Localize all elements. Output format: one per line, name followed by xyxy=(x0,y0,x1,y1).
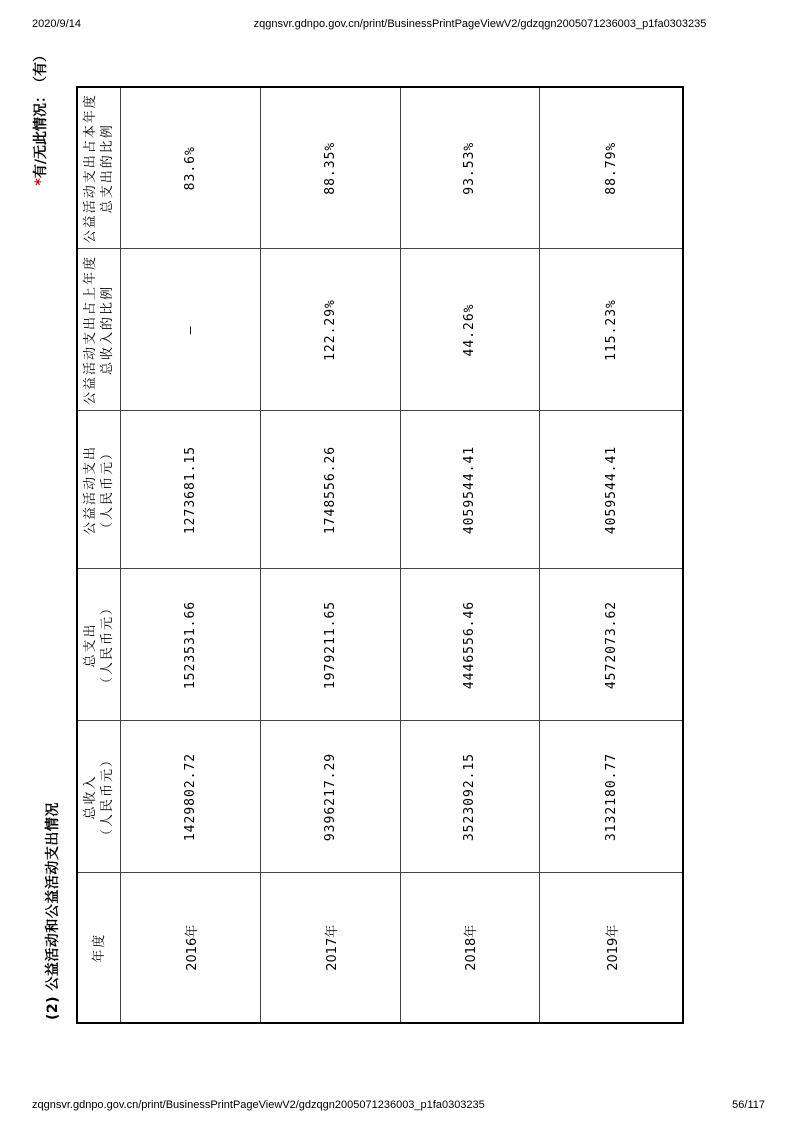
rotated-content xyxy=(30,48,680,1034)
cell-expense: 4572073.62 xyxy=(540,569,683,721)
header-year: 年度 xyxy=(77,873,121,1023)
header-total-income: 总收入 （人民币元） xyxy=(77,721,121,873)
cell-charity: 1273681.15 xyxy=(121,411,261,569)
table-row xyxy=(400,87,540,1023)
table-row xyxy=(260,87,400,1023)
cell-year: 2018年 xyxy=(400,873,540,1023)
cell-income: 3523092.15 xyxy=(400,721,540,873)
cell-ratio-prev: 115.23% xyxy=(540,249,683,411)
cell-income: 1429802.72 xyxy=(121,721,261,873)
cell-year: 2016年 xyxy=(121,873,261,1023)
header-ratio-prev-income: 公益活动支出占上年度 总收入的比例 xyxy=(77,249,121,411)
cell-charity: 4059544.41 xyxy=(540,411,683,569)
header-total-expense: 总支出 （人民币元） xyxy=(77,569,121,721)
cell-year: 2017年 xyxy=(260,873,400,1023)
section-title xyxy=(42,802,62,1020)
cell-expense: 1979211.65 xyxy=(260,569,400,721)
cell-ratio-prev: 122.29% xyxy=(260,249,400,411)
status-line xyxy=(30,48,50,185)
page-number: 56/117 xyxy=(732,1099,765,1111)
print-url-footer: zqgnsvr.gdnpo.gov.cn/print/BusinessPrintPageViewV2/gdzqgn2005071236003_p1fa0303235 xyxy=(32,1099,485,1111)
charity-expense-table xyxy=(76,86,684,1024)
cell-year: 2019年 xyxy=(540,873,683,1023)
cell-income: 9396217.29 xyxy=(260,721,400,873)
cell-ratio-prev: 44.26% xyxy=(400,249,540,411)
cell-income: 3132180.77 xyxy=(540,721,683,873)
cell-ratio-curr: 88.35% xyxy=(260,87,400,249)
table-header-row xyxy=(77,87,121,1023)
cell-expense: 1523531.66 xyxy=(121,569,261,721)
print-url-header: zqgnsvr.gdnpo.gov.cn/print/BusinessPrintPageViewV2/gdzqgn2005071236003_p1fa0303235 xyxy=(253,18,707,30)
cell-charity: 1748556.26 xyxy=(260,411,400,569)
section-title-text: 公益活动和公益活动支出情况 xyxy=(45,802,61,991)
print-date: 2020/9/14 xyxy=(32,18,81,30)
cell-expense: 4446556.46 xyxy=(400,569,540,721)
table-row xyxy=(540,87,683,1023)
required-asterisk: * xyxy=(33,178,49,186)
header-ratio-curr-expense: 公益活动支出占本年度 总支出的比例 xyxy=(77,87,121,249)
cell-ratio-prev: – xyxy=(121,249,261,411)
section-number: (2) xyxy=(45,995,61,1020)
cell-charity: 4059544.41 xyxy=(400,411,540,569)
table-row xyxy=(121,87,261,1023)
cell-ratio-curr: 88.79% xyxy=(540,87,683,249)
status-value: （有） xyxy=(33,48,49,83)
cell-ratio-curr: 83.6% xyxy=(121,87,261,249)
status-label: 有/无此情况： xyxy=(33,89,49,179)
cell-ratio-curr: 93.53% xyxy=(400,87,540,249)
header-charity-expense: 公益活动支出 （人民币元） xyxy=(77,411,121,569)
